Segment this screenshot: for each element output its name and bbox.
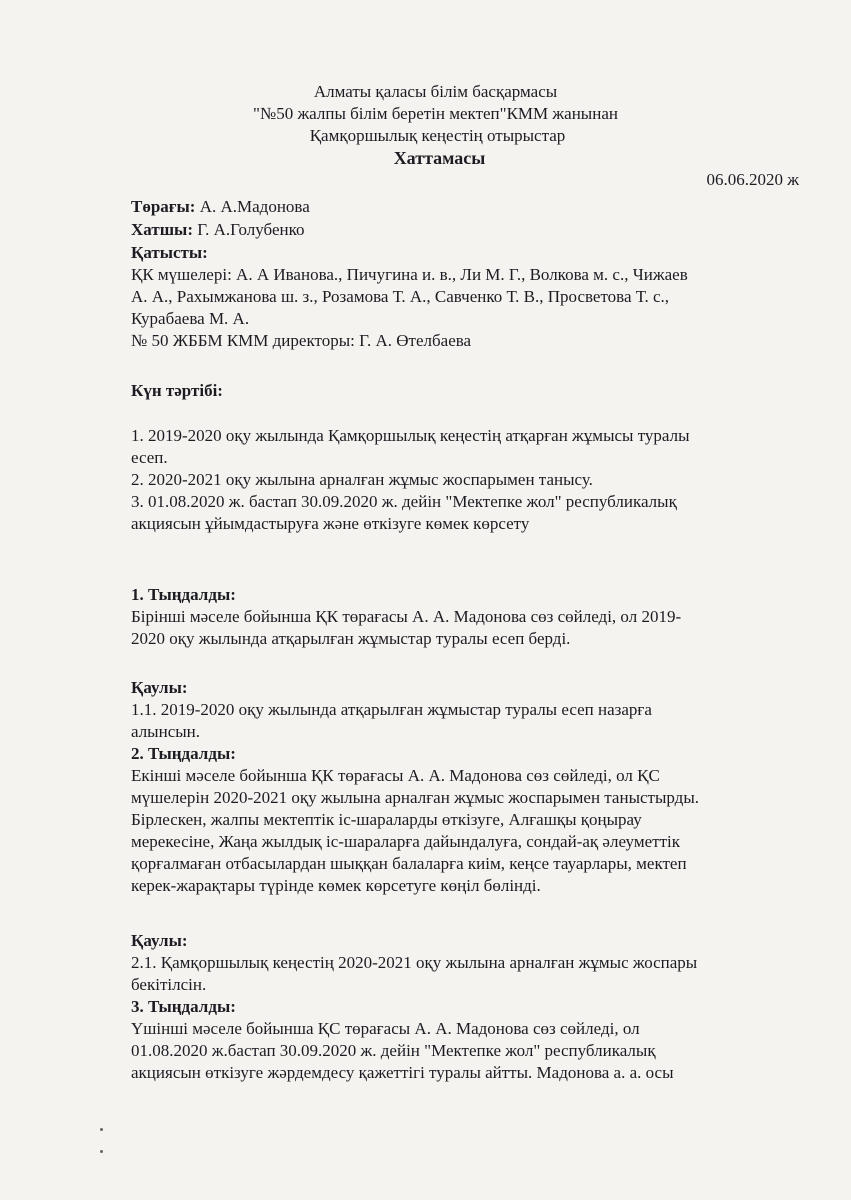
section-3-heard-line-1: Үшінші мәселе бойынша ҚС төрағасы А. А. Мадонова сөз сөйледі, ол xyxy=(131,1019,640,1038)
chair-label: Төрағы: xyxy=(131,197,196,216)
chair-value: А. А.Мадонова xyxy=(199,197,310,216)
agenda-heading: Күн тәртібі: xyxy=(131,381,223,400)
header-line-2: "№50 жалпы білім беретін мектеп"КММ жанынан xyxy=(253,104,618,123)
section-1-heard-label: 1. Тыңдалды: xyxy=(131,585,236,604)
section-2-heard-line-6: керек-жарақтары түрінде көмек көрсетуге көңіл бөлінді. xyxy=(131,876,541,895)
agenda-item-1-line-1: 1. 2019-2020 оқу жылында Қамқоршылық кеңестің атқарған жұмысы туралы xyxy=(131,426,690,445)
section-2-heard-line-2: мүшелерін 2020-2021 оқу жылына арналған жұмыс жоспарымен таныстырды. xyxy=(131,788,699,807)
attended-label: Қатысты: xyxy=(131,243,208,262)
secretary-value: Г. А.Голубенко xyxy=(197,220,305,239)
section-2-heard-label: 2. Тыңдалды: xyxy=(131,744,236,763)
chair-row xyxy=(131,196,799,218)
section-2-heard-line-3: Бірлескен, жалпы мектептік іс-шараларды өткізуге, Алғашқы қоңырау xyxy=(131,810,642,829)
scan-speck xyxy=(100,1150,103,1153)
agenda-item-3-line-2: акциясын ұйымдастыруға және өткізуге көмек көрсету xyxy=(131,514,530,533)
section-2-decided-label: Қаулы: xyxy=(131,931,188,950)
section-3-heard-line-2: 01.08.2020 ж.бастап 30.09.2020 ж. дейін "Мектепке жол" республикалық xyxy=(131,1041,656,1060)
agenda-list xyxy=(131,425,799,535)
section-2-heard-line-4: мерекесіне, Жаңа жылдық іс-шараларға дайындалуға, сондай-ақ әлеуметтік xyxy=(131,832,680,851)
section-1-heard-line-2: 2020 оқу жылында атқарылған жұмыстар туралы есеп берді. xyxy=(131,629,571,648)
members-line-1: ҚК мүшелері: А. А Иванова., Пичугина и. в., Ли М. Г., Волкова м. с., Чижаев xyxy=(131,265,688,284)
section-1-heard-line-1: Бірінші мәселе бойынша ҚК төрағасы А. А. Мадонова сөз сөйледі, ол 2019- xyxy=(131,607,682,626)
agenda-item-3-line-1: 3. 01.08.2020 ж. бастап 30.09.2020 ж. дейін "Мектепке жол" республикалық xyxy=(131,492,677,511)
section-2 xyxy=(131,743,799,897)
agenda-item-2: 2. 2020-2021 оқу жылына арналған жұмыс жоспарымен танысу. xyxy=(131,470,593,489)
section-1-decided-line-1: 1.1. 2019-2020 оқу жылында атқарылған жұмыстар туралы есеп назарға xyxy=(131,700,652,719)
agenda-item-1-line-2: есеп. xyxy=(131,448,168,467)
section-1-decided-label: Қаулы: xyxy=(131,678,188,697)
header-line-3: Қамқоршылық кеңестің отырыстар xyxy=(309,126,566,145)
section-3 xyxy=(131,996,799,1084)
section-1-decided-line-2: алынсын. xyxy=(131,722,201,741)
section-2-heard-line-1: Екінші мәселе бойынша ҚК төрағасы А. А. Мадонова сөз сөйледі, ол ҚС xyxy=(131,766,660,785)
scan-speck xyxy=(100,1128,103,1131)
section-2-heard-line-5: қорғалмаған отбасылардан шыққан балаларға киім, кеңсе тауарлары, мектеп xyxy=(131,854,687,873)
header-line-1: Алматы қаласы білім басқармасы xyxy=(313,82,558,101)
members-line-2: А. А., Рахымжанова ш. з., Розамова Т. А., Савченко Т. В., Просветова Т. с., xyxy=(131,287,670,306)
director-line: № 50 ЖББМ КММ директоры: Г. А. Өтелбаева xyxy=(131,331,472,350)
document-date: 06.06.2020 ж xyxy=(706,170,799,189)
section-3-heard-line-3: акциясын өткізуге жәрдемдесу қажеттігі туралы айтты. Мадонова а. а. осы xyxy=(131,1063,674,1082)
members-line-3: Курабаева М. А. xyxy=(131,309,250,328)
document-title: Хаттамасы xyxy=(393,148,486,168)
section-3-heard-label: 3. Тыңдалды: xyxy=(131,997,236,1016)
section-2-decision xyxy=(131,930,799,996)
secretary-row xyxy=(131,219,799,241)
meta-block xyxy=(131,196,799,352)
section-1 xyxy=(131,584,799,650)
section-1-decision xyxy=(131,677,799,743)
section-2-decided-line-2: бекітілсін. xyxy=(131,975,207,994)
secretary-label: Хатшы: xyxy=(131,220,193,239)
section-2-decided-line-1: 2.1. Қамқоршылық кеңестің 2020-2021 оқу жылына арналған жұмыс жоспары xyxy=(131,953,698,972)
